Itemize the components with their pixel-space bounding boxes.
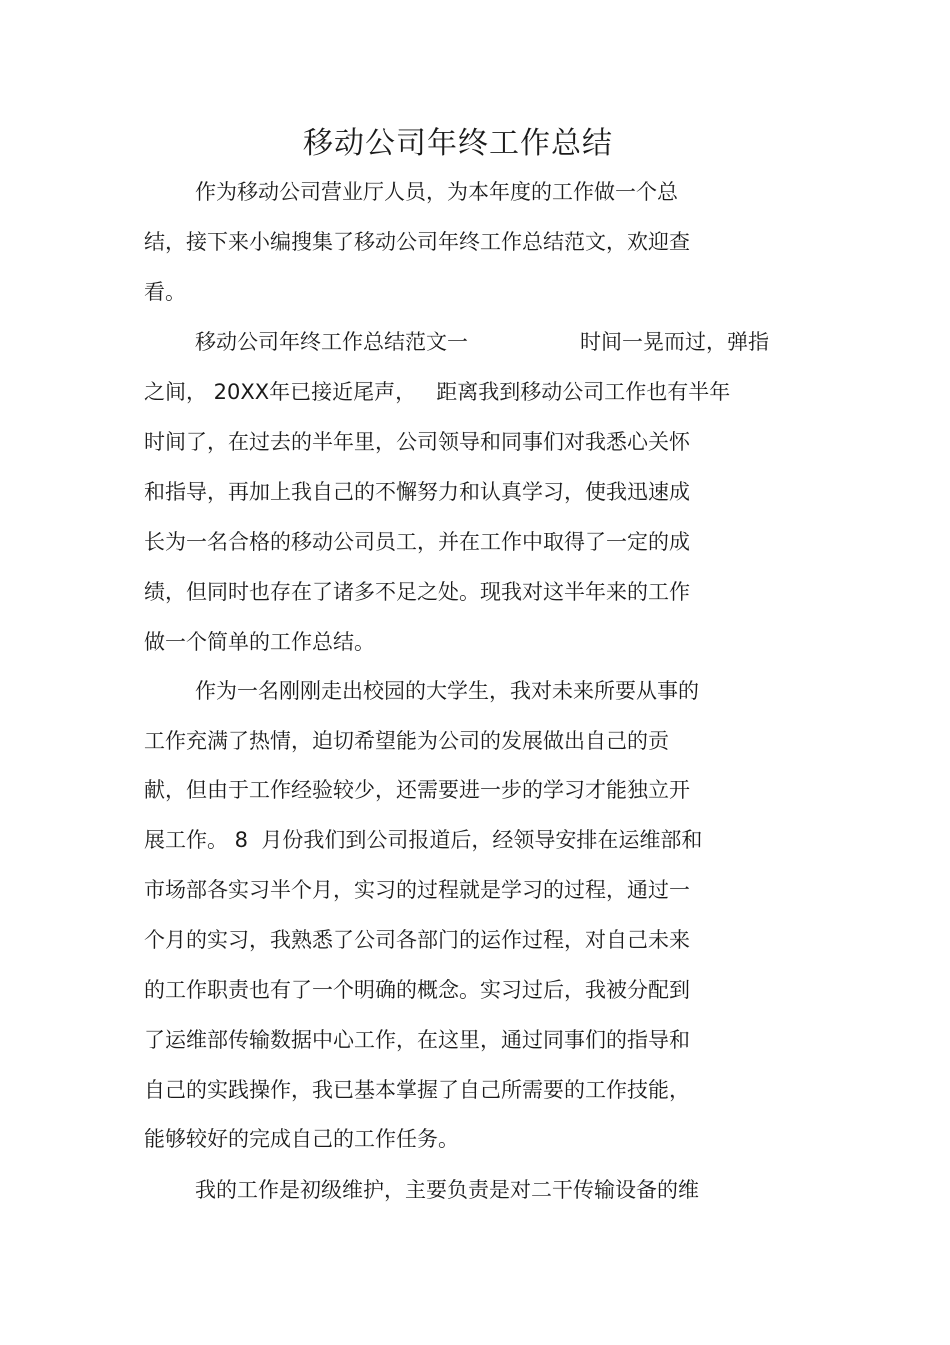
paragraph-line: 作为一名刚刚走出校园的大学生，我对未来所要从事的 (195, 679, 699, 703)
paragraph-line: 市场部各实习半个月，实习的过程就是学习的过程，通过一 (144, 878, 690, 902)
intro-line: 结，接下来小编搜集了移动公司年终工作总结范文，欢迎查 (144, 230, 690, 254)
paragraph-line: 做一个简单的工作总结。 (144, 630, 375, 654)
section-heading: 移动公司年终工作总结范文一 (195, 330, 468, 354)
paragraph-line: 能够较好的完成自己的工作任务。 (144, 1127, 459, 1151)
paragraph-line: 长为一名合格的移动公司员工，并在工作中取得了一定的成 (144, 530, 690, 554)
document-title: 移动公司年终工作总结 (303, 126, 613, 161)
paragraph-line: 绩，但同时也存在了诸多不足之处。现我对这半年来的工作 (144, 580, 690, 604)
intro-line: 看。 (144, 280, 186, 304)
intro-line: 作为移动公司营业厅人员，为本年度的工作做一个总 (195, 180, 678, 204)
paragraph-line: 我的工作是初级维护，主要负责是对二干传输设备的维 (195, 1178, 699, 1202)
paragraph-line: 工作充满了热情，迫切希望能为公司的发展做出自己的贡 (144, 729, 669, 753)
paragraph-line: 了运维部传输数据中心工作，在这里，通过同事们的指导和 (144, 1028, 690, 1052)
section-heading-continuation: 时间一晃而过，弹指 (580, 330, 769, 354)
paragraph-line: 自己的实践操作，我已基本掌握了自己所需要的工作技能， (144, 1078, 690, 1102)
paragraph-line: 的工作职责也有了一个明确的概念。实习过后，我被分配到 (144, 978, 690, 1002)
paragraph-line: 之间， 20XX年已接近尾声， 距离我到移动公司工作也有半年 (144, 380, 731, 404)
paragraph-line: 个月的实习，我熟悉了公司各部门的运作过程，对自己未来 (144, 928, 690, 952)
paragraph-line: 和指导，再加上我自己的不懈努力和认真学习，使我迅速成 (144, 480, 690, 504)
paragraph-line: 展工作。 8 月份我们到公司报道后，经领导安排在运维部和 (144, 828, 703, 852)
paragraph-line: 献，但由于工作经验较少，还需要进一步的学习才能独立开 (144, 778, 690, 802)
paragraph-line: 时间了，在过去的半年里，公司领导和同事们对我悉心关怀 (144, 430, 690, 454)
